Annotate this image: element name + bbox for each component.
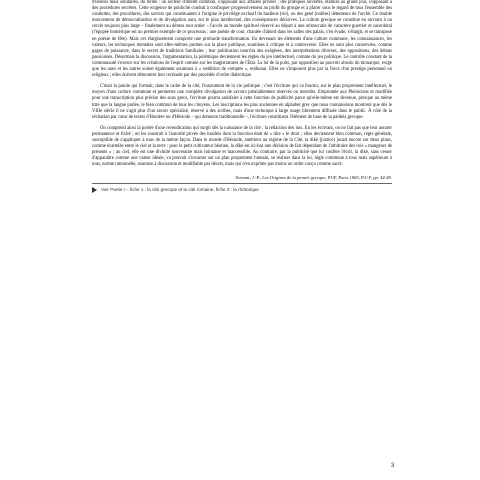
cross-reference-text: Voir Partie I – fiche 1 : la cité grecque et la cité romaine, fiche 3 : la rhétorique xyxy=(101,187,259,193)
body-paragraph-1: d'hérésis mais solidaires, du terme : un secteur d'intérêt commun, s'opposant aux affaires privées ; des pratiques ouvertes, établies au grand jour, s'opposant à des procédures secrètes. Cette exigence de publicité conduit à confisquer progressivement au profit du groupe et à placer sous le regard de tous l'ensemble des conduites, des procédures, des savoirs qui constituaient à l'origine le privilège exclusif du basileus (roi), ou des genè (nobles) détenteurs de l'archè. Ce double mouvement de démocratisation et de divulgation aura, sur le plan intellectuel, des conséquences décisives. La culture grecque se constitue en ouvrant à un cercle toujours plus large – finalement au démos tout entier – l'accès au monde spirituel réservé au départ à une aristocratie de caractère guerrier et sacerdotal (l'épopée homérique est un premier exemple de ce processus : une poésie de cour, chantée d'abord dans les salles des palais, s'en évade, s'élargit, et se transpose en poésie de fête). Mais cet élargissement comporte une profonde transformation. En devenant les éléments d'une culture commune, les connaissances, les valeurs, les techniques mentales sont elles-mêmes portées sur la place publique, soumises à critique et à controverse. Elles ne sont plus conservées, comme gages de puissance, dans le secret de traditions familiales ; leur publication nourrira des exégèses, des interprétations diverses, des oppositions, des débats passionnés. Désormais la discussion, l'argumentation, la polémique deviennent les règles du jeu intellectuel, comme du jeu politique. Le contrôle constant de la communauté s'exerce sur les créations de l'esprit comme sur les magistratures de l'État. La loi de la polis, par opposition au pouvoir absolu du monarque, exige que les unes et les autres soient également soumises à « reddition de comptes », euthunai. Elles ne s'imposent plus par la force d'un prestige personnel ou religieux ; elles doivent démontrer leur rectitude par des procédés d'ordre dialectique. xyxy=(92,0,392,79)
body-paragraph-3: On comprend ainsi la portée d'une revendication qui surgit dès la naissance de la cité : la rédaction des lois. En les écrivant, on ne fait pas que leur assurer permanence et fixité ; on les soustrait à l'autorité privée des basileis dont la fonction était de « dire » le droit ; elles deviennent bien commun, règle générale, susceptible de s'appliquer à tous de la même façon. Dans le monde d'Hésiode, antérieur au régime de la Cité, la dikè (justice) jouait encore sur deux plans, comme écartelée entre le ciel et la terre : pour le petit cultivateur béotien, la dikè est ici-bas une décision de fait dépendant de l'arbitraire des rois « mangeurs de présents » ; au ciel, elle est une divinité souveraine mais lointaine et inaccessible. Au contraire, par la publicité que lui confère l'écrit, la dikè, sans cesser d'apparaître comme une valeur idéale, va pouvoir s'incarner sur un plan proprement humain, se réaliser dans la loi, règle commune à tous mais supérieure à tous, norme rationnelle, soumise à discussion et modifiable par décret, mais qui n'en exprime pas moins un ordre conçu comme sacré. xyxy=(92,125,392,168)
arrow-right-icon xyxy=(92,187,97,193)
cross-reference xyxy=(92,187,392,193)
page-number: 3 xyxy=(391,463,395,469)
source-attribution: Vernant, J.-P., Les Origines de la pensée grecque, PUF, Paris 1969, P.U.F, pp. 44-49. xyxy=(235,175,392,181)
document-page xyxy=(92,0,392,193)
body-paragraph-2: C'était la parole qui formait, dans le cadre de la cité, l'instrument de la vie politique ; c'est l'écriture qui va fournir, sur le plan proprement intellectuel, le moyen d'une culture commune et permettre une complète divulgation de savoirs préalablement réservés ou interdits. Empruntée aux Phéniciens et modifiée pour une transcription plus précise des sons grecs, l'écriture pourra satisfaire à cette fonction de publicité parce qu'elle-même est devenue, presque au même titre que la langue parlée, le bien commun de tous les citoyens. Les inscriptions les plus anciennes en alphabet grec que nous connaissions montrent que dès le VIIIe siècle il ne s'agit plus d'un savoir spécialisé, réservé à des scribes, mais d'une technique à large usage librement diffusée dans le public. À côté de la récitation par cœur de textes d'Homère ou d'Hésiode – qui demeure traditionnelle –, l'écriture constituera l'élément de base de la paideia grecque. xyxy=(92,84,392,120)
separator-rule xyxy=(92,183,392,184)
